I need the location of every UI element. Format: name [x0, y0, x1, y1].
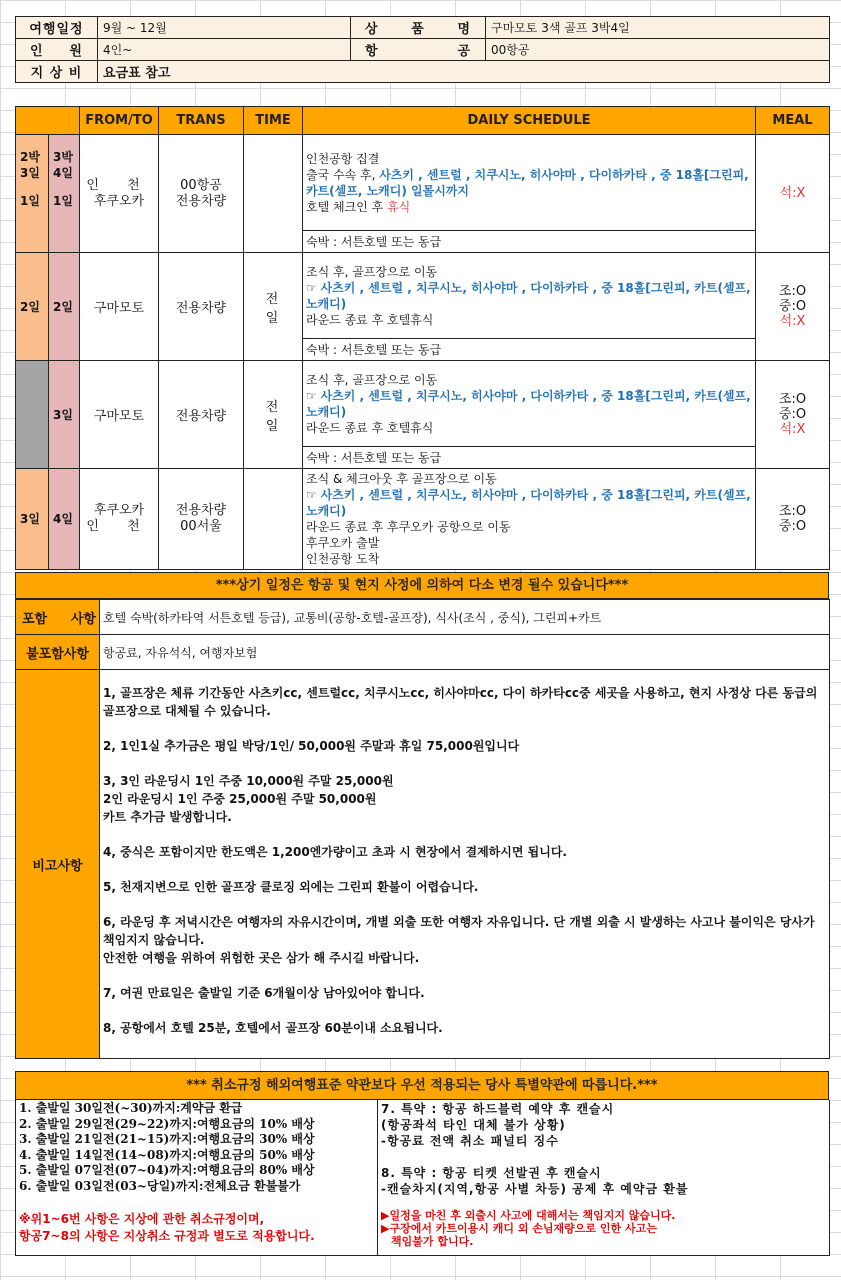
header-from-to: FROM/TO — [80, 107, 159, 135]
trans-day1 — [159, 135, 244, 253]
daily-schedule-day1 — [303, 135, 756, 231]
trans-vehicle: 전용차량 — [175, 193, 227, 209]
meal-day2 — [756, 253, 830, 361]
pointing-hand-icon: ☞ — [306, 280, 317, 295]
golf-courses: 사츠키 , 센트럴 , 치쿠시노, 히사야마 , 다이하카타 , 중 18홀[그린피, 카트(셀프, 노캐디) 일몰시까지 — [306, 167, 749, 198]
included-label: 포함 사항 — [16, 600, 100, 635]
schedule-line: 조식 후, 골프장으로 이동 — [306, 372, 438, 387]
daily-schedule-day4 — [303, 469, 756, 570]
inclusions-table — [15, 599, 830, 670]
people-label: 인 원 — [16, 39, 98, 61]
schedule-row-day3 — [16, 361, 830, 447]
plan-b-day1 — [49, 135, 80, 253]
warning-line: ▶일정을 마친 후 외출시 사고에 대해서는 책임지지 않습니다. — [381, 1209, 676, 1222]
remark-item: 7, 여권 만료일은 출발일 기준 6개월이상 남아있어야 합니다. — [103, 986, 425, 1000]
schedule-line: 후쿠오카 출발 — [306, 536, 380, 550]
rest-highlight: 휴식 — [387, 199, 411, 214]
from-location: 인 천 — [86, 177, 152, 193]
meal-lunch: 중:O — [778, 299, 807, 314]
meal-dinner: 석:X — [779, 314, 806, 329]
daily-schedule-day2 — [303, 253, 756, 339]
header-time: TIME — [244, 107, 303, 135]
airline-value: 00항공 — [486, 39, 830, 61]
time-day4 — [244, 469, 303, 570]
schedule-line: 조식 & 체크아웃 후 골프장으로 이동 — [306, 472, 497, 486]
trans-day2: 전용차량 — [159, 253, 244, 361]
cancellation-rules — [16, 1100, 377, 1246]
product-label: 상 품 명 — [351, 17, 486, 39]
header-meal: MEAL — [756, 107, 830, 135]
special-terms-cell — [378, 1100, 830, 1255]
remark-item: 3, 3인 라운딩시 1인 주중 10,000원 주말 25,000원 2인 라운딩시 1인 주중 25,000원 주말 50,000원 카트 추가금 발생합니다. — [103, 774, 394, 824]
time-day2: 전 일 — [244, 253, 303, 361]
pointing-hand-icon: ☞ — [306, 388, 317, 403]
schedule-header-row — [16, 107, 830, 135]
schedule-change-notice: ***상기 일정은 항공 및 현지 사정에 의하여 다소 변경 될수 있습니다*** — [15, 572, 829, 599]
trans-vehicle: 전용차량 — [175, 503, 227, 518]
cancellation-rule: 4. 출발일 14일전(14~08)까지:여행요금의 50% 배상 — [19, 1147, 315, 1162]
remark-item: 5, 천재지변으로 인한 골프장 클로징 외에는 그린피 환불이 어렵습니다. — [103, 880, 479, 894]
plan-b-label: 3박 4일 — [53, 149, 73, 180]
plan-a-day2: 2일 — [16, 253, 49, 361]
daily-schedule-day3 — [303, 361, 756, 447]
special-term-7-title: 7. 특약 : 항공 하드블럭 예약 후 캔슬시 — [381, 1102, 615, 1116]
meal-dinner: 석:X — [779, 186, 806, 201]
from-to-day3: 구마모토 — [80, 361, 159, 469]
travel-period-label: 여행일정 — [16, 17, 98, 39]
hotel-day2: 숙박 : 서튼호텔 또는 동급 — [303, 339, 756, 361]
pointing-hand-icon: ☞ — [306, 488, 317, 502]
plan-a-day3-empty — [16, 361, 49, 469]
schedule-courses-line — [306, 280, 752, 312]
schedule-courses-line — [306, 388, 752, 420]
remarks-label: 비고사항 — [16, 670, 100, 1059]
meal-breakfast: 조:O — [778, 284, 807, 299]
cancellation-note-line: 항공7~8의 사항은 지상취소 규정과 별도로 적용합니다. — [19, 1229, 315, 1243]
cancellation-note-line: ※위1~6번 사항은 지상에 관한 취소규정이며, — [19, 1212, 265, 1226]
warning-line: ▶구장에서 카트이용시 캐디 외 손님재량으로 인한 사고는 — [381, 1222, 657, 1235]
remarks-body — [100, 670, 830, 1059]
trans-day4 — [159, 469, 244, 570]
to-location: 후쿠오카 — [93, 193, 145, 209]
trans-day3: 전용차량 — [159, 361, 244, 469]
header-trans: TRANS — [159, 107, 244, 135]
special-term-7-line: (항공좌석 타인 대체 불가 상황) — [381, 1118, 566, 1132]
remark-item: 6, 라운딩 후 저녁시간은 여행자의 자유시간이며, 개별 외출 또한 여행자 자유입니다. 단 개별 외출 시 발생하는 사고나 불이익은 당사가 책임지지 않습니다. 안전한 여행을 위하여 위험한 곳은 삼가 해 주시길 바랍니다. — [103, 915, 815, 965]
to-location: 인 천 — [86, 519, 152, 534]
remarks-table — [15, 669, 830, 1059]
meal-breakfast: 조:O — [778, 504, 807, 519]
plan-a-day-label: 1일 — [20, 193, 40, 208]
header-days — [16, 107, 80, 135]
plan-b-day4: 4일 — [49, 469, 80, 570]
cancellation-rules-list — [19, 1101, 374, 1194]
schedule-line: 인천공항 집결 — [306, 151, 380, 166]
info-row-land-cost — [16, 61, 830, 83]
schedule-line: 라운드 종료 후 호텔휴식 — [306, 420, 434, 435]
from-location: 후쿠오카 — [93, 503, 145, 518]
schedule-courses-line — [306, 487, 752, 519]
remark-item: 2, 1인1실 추가금은 평일 박당/1인/ 50,000원 주말과 휴일 75,000원입니다 — [103, 739, 520, 753]
golf-courses: 사츠키 , 센트럴 , 치쿠시노, 히사야마 , 다이하카타 , 중 18홀[그린피, 카트(셀프, 노캐디) — [306, 488, 751, 518]
cancellation-rule: 1. 출발일 30일전(~30)까지:계약금 환급 — [19, 1101, 243, 1115]
schedule-row-day2 — [16, 253, 830, 339]
hotel-day3: 숙박 : 서튼호텔 또는 동급 — [303, 447, 756, 469]
schedule-prefix: 호텔 체크인 후 — [306, 199, 387, 214]
meal-breakfast: 조:O — [778, 392, 807, 407]
schedule-line: 라운드 종료 후 호텔휴식 — [306, 312, 434, 327]
cancellation-rule: 6. 출발일 03일전(03~당일)까지:전체요금 환불불가 — [19, 1178, 301, 1193]
plan-a-day1 — [16, 135, 49, 253]
remark-item: 1, 골프장은 체류 기간동안 사츠키cc, 센트럴cc, 치쿠시노cc, 히사야마cc, 다이 하카타cc중 세곳을 사용하고, 현지 사정상 다른 동급의 골프장으로 대체될 수 있습니다. — [103, 686, 818, 718]
meal-lunch: 중:O — [778, 519, 807, 534]
cancellation-rule: 5. 출발일 07일전(07~04)까지:여행요금의 80% 배상 — [19, 1163, 315, 1177]
cancellation-rules-cell — [16, 1100, 378, 1255]
golf-courses: 사츠키 , 센트럴 , 치쿠시노, 히사야마 , 다이하카타 , 중 18홀[그린피, 카트(셀프, 노캐디) — [306, 280, 751, 311]
info-row-people — [16, 39, 830, 61]
trip-info-table — [15, 16, 830, 83]
warning-line: 책임불가 합니다. — [391, 1235, 474, 1248]
travel-period-value: 9월 ~ 12월 — [98, 17, 351, 39]
plan-b-day3: 3일 — [49, 361, 80, 469]
plan-a-label: 2박 3일 — [20, 149, 40, 180]
schedule-table — [15, 106, 830, 570]
schedule-courses-line — [306, 167, 752, 199]
time-day3: 전 일 — [244, 361, 303, 469]
plan-b-day-label: 1일 — [53, 193, 73, 208]
cancellation-header: *** 취소규정 해외여행표준 약관보다 우선 적용되는 당사 특별약관에 따릅니다.*** — [15, 1071, 829, 1100]
schedule-row-day1 — [16, 135, 830, 231]
trans-airline: 00항공 — [180, 177, 222, 193]
excluded-label: 불포함사항 — [16, 635, 100, 670]
meal-day3 — [756, 361, 830, 469]
airline-label: 항 공 — [351, 39, 486, 61]
time-day1 — [244, 135, 303, 253]
product-value: 구마모토 3색 골프 3박4일 — [486, 17, 830, 39]
from-to-day1 — [80, 135, 159, 253]
schedule-line — [306, 199, 752, 215]
trans-airline: 00서울 — [180, 519, 222, 534]
header-daily-schedule: DAILY SCHEDULE — [303, 107, 756, 135]
from-to-day4 — [80, 469, 159, 570]
hotel-day1: 숙박 : 서튼호텔 또는 동급 — [303, 231, 756, 253]
land-cost-value: 요금표 참고 — [98, 61, 830, 83]
cancellation-table — [15, 1100, 830, 1256]
meal-day1 — [756, 135, 830, 253]
remark-item: 4, 중식은 포함이지만 한도액은 1,200엔가량이고 초과 시 현장에서 결제하시면 됩니다. — [103, 845, 567, 859]
schedule-prefix: 출국 수속 후, — [306, 167, 380, 182]
remark-item: 8, 공항에서 호텔 25분, 호텔에서 골프장 60분이내 소요됩니다. — [103, 1021, 443, 1035]
golf-courses: 사츠키 , 센트럴 , 치쿠시노, 히사야마 , 다이하카타 , 중 18홀[그린피, 카트(셀프, 노캐디) — [306, 388, 751, 419]
land-cost-label: 지 상 비 — [16, 61, 98, 83]
excluded-row — [16, 635, 830, 670]
plan-b-day2: 2일 — [49, 253, 80, 361]
plan-a-day4: 3일 — [16, 469, 49, 570]
special-term-7-line: -항공료 전액 취소 패널티 징수 — [381, 1134, 559, 1148]
schedule-line: 라운드 종료 후 후쿠오카 공항으로 이동 — [306, 520, 511, 534]
cancellation-row — [16, 1100, 830, 1255]
excluded-value: 항공료, 자유석식, 여행자보험 — [100, 635, 830, 670]
included-value: 호텔 숙박(하카타역 서튼호텔 등급), 교통비(공항-호텔-골프장), 식사(조식 , 중식), 그린피+카트 — [100, 600, 830, 635]
people-value: 4인~ — [98, 39, 351, 61]
cancellation-note — [19, 1211, 374, 1245]
meal-lunch: 중:O — [778, 407, 807, 422]
special-terms — [378, 1100, 829, 1249]
included-row — [16, 600, 830, 635]
schedule-line: 조식 후, 골프장으로 이동 — [306, 264, 438, 279]
remarks-row — [16, 670, 830, 1059]
special-term-8-line: -캔슬차지(지역,항공 사별 차등) 공제 후 예약금 환불 — [381, 1182, 689, 1196]
cancellation-rule: 2. 출발일 29일전(29~22)까지:여행요금의 10% 배상 — [19, 1116, 315, 1131]
schedule-row-day4 — [16, 469, 830, 570]
schedule-line: 인천공항 도착 — [306, 552, 380, 566]
remarks-list — [100, 670, 829, 1037]
meal-dinner: 석:X — [779, 422, 806, 437]
meal-day4 — [756, 469, 830, 570]
cancellation-rule: 3. 출발일 21일전(21~15)까지:여행요금의 30% 배상 — [19, 1132, 315, 1146]
special-term-8-title: 8. 특약 : 항공 티켓 선발권 후 캔슬시 — [381, 1166, 602, 1180]
from-to-day2: 구마모토 — [80, 253, 159, 361]
warnings — [381, 1209, 826, 1248]
info-row-period — [16, 17, 830, 39]
